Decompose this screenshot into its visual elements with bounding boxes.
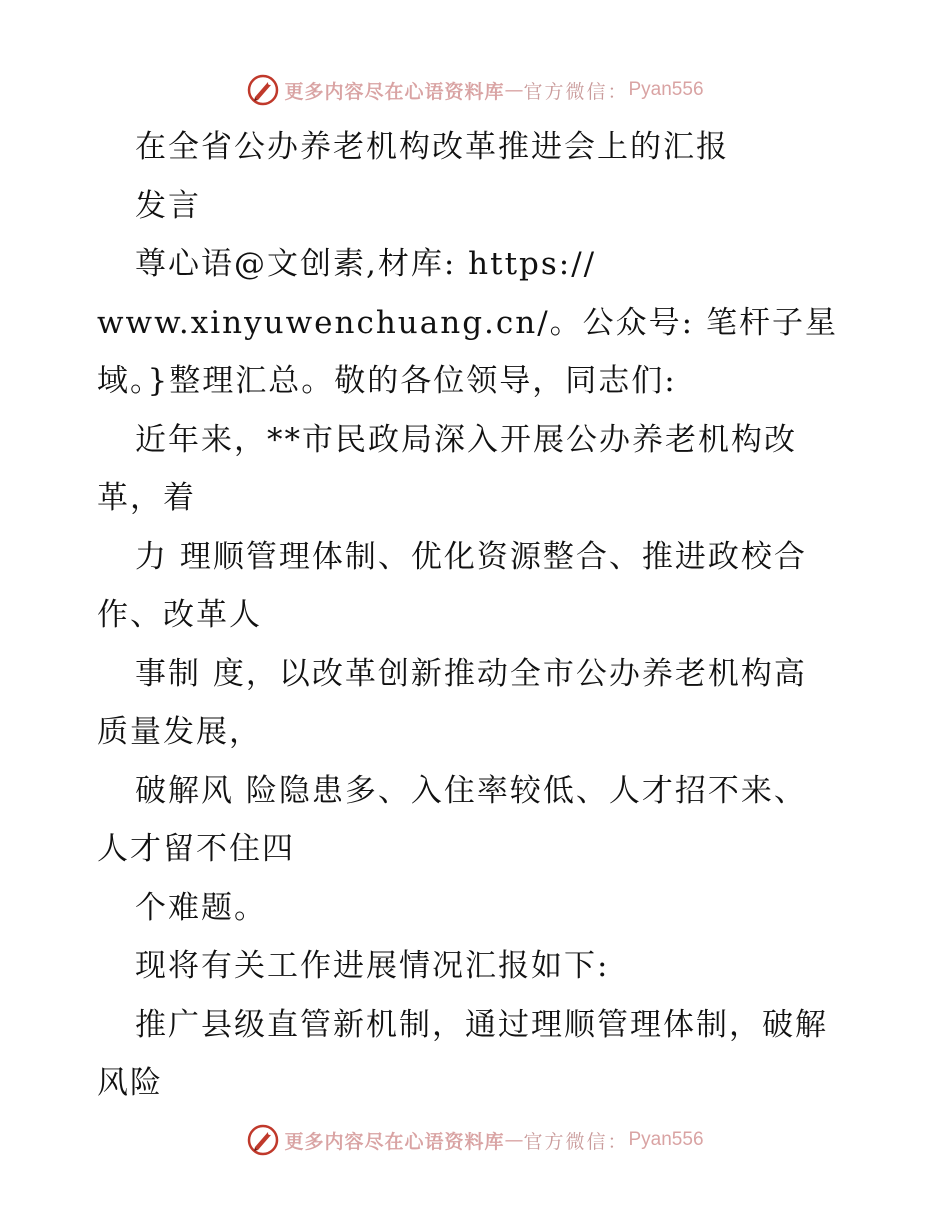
document-title: 在全省公办养老机构改革推进会上的汇报 [135, 129, 729, 165]
source-text: 尊心语@文创素,材库: https:// [135, 246, 597, 282]
watermark-wechat-label: 官方微信： [523, 80, 629, 103]
watermark-text: 更多内容尽在心语资料库 [284, 1130, 505, 1153]
paragraph-line: 推广县级直管新机制，通过理顺管理体制，破解 [135, 1006, 828, 1043]
paragraph-line: 现将有关工作进展情况汇报如下: [135, 948, 610, 984]
paragraph-line: 风险 [97, 1065, 163, 1101]
paragraph-line: 人才留不住四 [97, 831, 295, 867]
watermark-dash: — [504, 79, 524, 101]
watermark-wechat-label: 官方微信： [523, 1130, 629, 1153]
pen-logo-icon [246, 1123, 280, 1157]
pen-logo-icon [246, 73, 280, 107]
watermark-wechat-id: Pyan556 [628, 79, 704, 100]
footer-watermark [0, 1120, 950, 1160]
paragraph-line: 作、改革人 [97, 597, 262, 633]
paragraph-line: 个难题。 [135, 889, 267, 926]
paragraph-line: 质量发展， [97, 714, 262, 750]
paragraph-line: 近年来，**市民政局深入开展公办养老机构改 [135, 421, 797, 458]
greeting-line: 域。}整理汇总。敬的各位领导，同志们: [97, 363, 677, 399]
paragraph-line: 事制 度，以改革创新推动全市公办养老机构高 [135, 655, 807, 692]
paragraph-line: 革，着 [97, 480, 196, 516]
source-url-line: www.xinyuwenchuang.cn/。公众号: 笔杆子星 [97, 304, 838, 341]
source-line [97, 235, 857, 294]
watermark-wechat-id: Pyan556 [628, 1129, 704, 1150]
header-watermark [0, 70, 950, 110]
watermark-text: 更多内容尽在心语资料库 [284, 80, 505, 103]
watermark-dash: — [504, 1129, 524, 1151]
paragraph-line: 力 理顺管理体制、优化资源整合、推进政校合 [135, 538, 807, 575]
document-title-continued: 发言 [135, 187, 201, 224]
document-body [97, 118, 857, 1113]
paragraph-line: 破解风 险隐患多、入住率较低、人才招不来、 [135, 772, 807, 809]
